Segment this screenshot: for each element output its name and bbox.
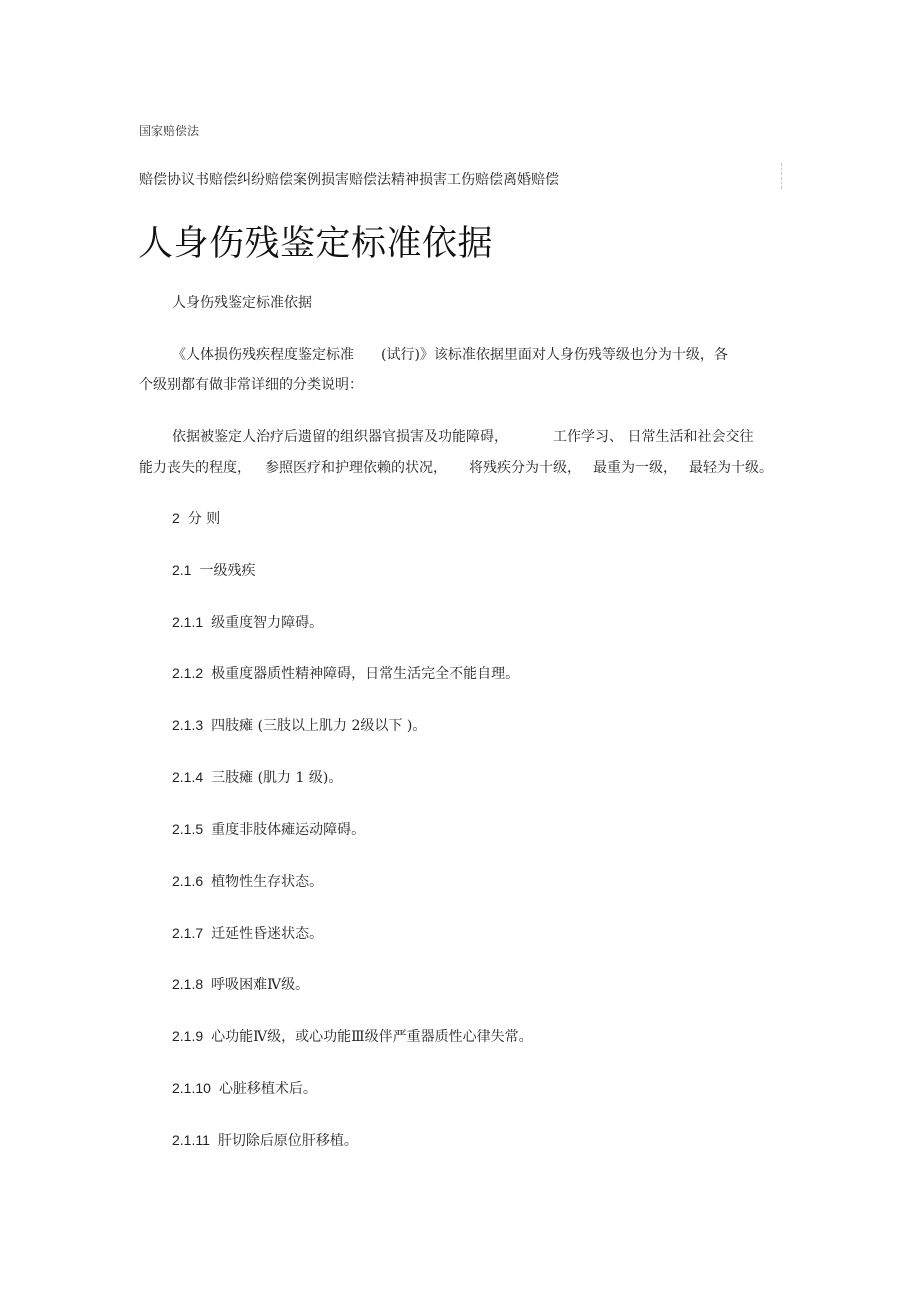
paragraph2-text-b: 工作学习、 日常生活和社会交往 <box>553 429 754 445</box>
section-number: 2 <box>172 510 180 526</box>
paragraph1-text-b: (试行)》该标准依据里面对人身伤残等级也分为十级，各 <box>381 347 728 363</box>
subtitle: 人身伤残鉴定标准依据 <box>172 295 312 311</box>
list-item <box>172 871 323 891</box>
item-number: 2.1.3 <box>172 717 204 733</box>
paragraph2-text-e: 将残疾分为十级， <box>469 460 581 476</box>
list-item <box>172 767 342 787</box>
item-number: 2.1.2 <box>172 665 204 681</box>
section-label: 分 则 <box>187 511 221 527</box>
paragraph2-text-g: 最轻为十级。 <box>689 460 773 476</box>
tag-links[interactable]: 赔偿协议书赔偿纠纷赔偿案例损害赔偿法精神损害工伤赔偿离婚赔偿 <box>139 172 559 188</box>
tag-divider <box>781 163 782 189</box>
item-text: 心功能Ⅳ级，或心功能Ⅲ级伴严重器质性心律失常。 <box>211 1029 533 1045</box>
item-number: 2.1.9 <box>172 1028 204 1044</box>
breadcrumb[interactable]: 国家赔偿法 <box>139 124 200 138</box>
paragraph1-line1 <box>172 344 728 364</box>
item-text: 四肢瘫 (三肢以上肌力 2级以下 )。 <box>211 718 427 734</box>
paragraph2-text-f: 最重为一级， <box>593 460 677 476</box>
item-text: 级重度智力障碍。 <box>211 615 324 631</box>
item-number: 2.1.6 <box>172 873 204 889</box>
item-text: 极重度器质性精神障碍，日常生活完全不能自理。 <box>211 666 520 682</box>
list-item <box>172 819 365 839</box>
item-number: 2.1.11 <box>172 1132 210 1148</box>
list-item <box>172 612 323 632</box>
list-item <box>172 1026 533 1046</box>
paragraph2-line2 <box>139 457 773 477</box>
item-text: 重度非肢体瘫运动障碍。 <box>211 822 366 838</box>
section-heading <box>172 508 220 528</box>
paragraph2-text-a: 依据被鉴定人治疗后遗留的组织器官损害及功能障碍， <box>172 429 508 445</box>
list-item <box>172 1078 317 1098</box>
item-text: 呼吸困难Ⅳ级。 <box>211 977 310 993</box>
list-item <box>172 923 323 943</box>
item-number: 2.1.7 <box>172 925 204 941</box>
item-number: 2.1.8 <box>172 976 204 992</box>
item-text: 迁延性昏迷状态。 <box>211 926 324 942</box>
item-text: 三肢瘫 (肌力 1 级)。 <box>211 770 343 786</box>
item-number: 2.1.10 <box>172 1080 211 1096</box>
subsection-heading <box>172 560 255 580</box>
subsection-label: 一级残疾 <box>199 563 256 579</box>
item-text: 植物性生存状态。 <box>211 874 324 890</box>
paragraph1-line2: 个级别都有做非常详细的分类说明： <box>139 377 363 393</box>
item-number: 2.1.4 <box>172 769 204 785</box>
paragraph2-text-c: 能力丧失的程度， <box>139 460 251 476</box>
list-item <box>172 974 309 994</box>
item-text: 心脏移植术后。 <box>218 1081 317 1097</box>
item-number: 2.1.1 <box>172 614 204 630</box>
paragraph1-text-a: 《人体损伤残疾程度鉴定标准 <box>172 347 354 363</box>
paragraph2-text-d: 参照医疗和护理依赖的状况， <box>265 460 447 476</box>
paragraph2-line1 <box>172 426 753 446</box>
list-item <box>172 1130 358 1150</box>
list-item <box>172 715 426 735</box>
item-number: 2.1.5 <box>172 821 204 837</box>
page-title: 人身伤残鉴定标准依据 <box>138 224 494 264</box>
list-item <box>172 663 519 683</box>
item-text: 肝切除后原位肝移植。 <box>217 1133 358 1149</box>
subsection-number: 2.1 <box>172 562 192 578</box>
